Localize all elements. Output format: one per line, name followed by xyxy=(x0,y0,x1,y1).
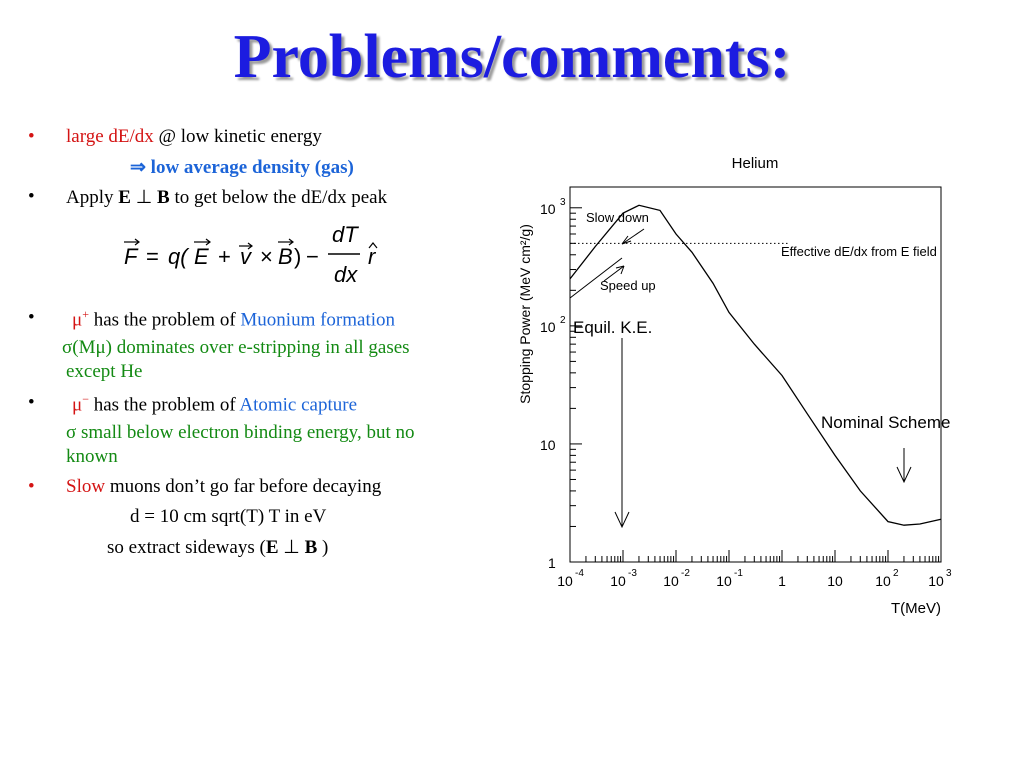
low-density-text: low average density (gas) xyxy=(145,157,354,178)
bullet-marker: • xyxy=(28,476,35,497)
y-tick-exponent: 3 xyxy=(560,196,566,208)
dont-go-far-text: muons don’t go far before decaying xyxy=(105,476,382,497)
nominal-scheme-label: Nominal Scheme xyxy=(821,413,951,432)
x-tick-exponent: -4 xyxy=(575,568,584,579)
speed-up-label: Speed up xyxy=(600,278,656,293)
b-bold: B xyxy=(304,537,318,558)
mu-plus-sup: + xyxy=(82,307,89,321)
x-tick-label: 10 xyxy=(663,573,679,589)
x-tick-label: 1 xyxy=(778,573,786,589)
x-tick-exponent: -3 xyxy=(628,568,637,579)
eq-equals: = xyxy=(146,244,159,269)
mu-minus-text: has the problem of xyxy=(88,394,240,416)
bullet-marker: • xyxy=(28,186,35,207)
eq-dx: dx xyxy=(334,262,358,287)
sigma-small-line: σ small below electron binding energy, but no xyxy=(66,422,415,443)
perp-symbol: ⊥ xyxy=(278,537,305,558)
y-tick-label: 1 xyxy=(548,555,556,571)
e-bold: E xyxy=(265,537,279,558)
slow-down-arrow xyxy=(622,229,644,244)
eq-dT: dT xyxy=(332,222,358,247)
mu-plus-text: has the problem of xyxy=(88,309,241,331)
implies-arrow: ⇒ xyxy=(130,157,146,178)
y-axis-label: Stopping Power (MeV cm²/g) xyxy=(517,224,533,404)
x-tick-exponent: -2 xyxy=(681,568,690,579)
eq-F: F xyxy=(124,244,138,269)
x-axis-label: T(MeV) xyxy=(891,600,941,617)
eq-close: ) xyxy=(294,244,302,269)
close-paren: ) xyxy=(317,537,329,558)
eq-q: q( xyxy=(168,244,188,269)
slow-down-arrowhead xyxy=(622,236,631,244)
bullet-marker: • xyxy=(28,126,35,147)
slide-title: Problems/comments: xyxy=(233,23,791,91)
below-peak-text: to get below the dE/dx peak xyxy=(169,187,388,208)
mu-minus-sup: − xyxy=(82,392,89,406)
apply-text: Apply xyxy=(66,187,119,208)
except-he-line: except He xyxy=(66,361,143,382)
bullet-marker: • xyxy=(28,392,35,413)
eq-B: B xyxy=(278,244,293,269)
eq-E: E xyxy=(194,244,209,269)
low-ke-text: @ low kinetic energy xyxy=(153,126,322,147)
eq-v: v xyxy=(240,244,251,269)
equil-ke-label: Equil. K.E. xyxy=(573,318,653,337)
mu-symbol: μ xyxy=(72,309,83,331)
perp-symbol: ⊥ xyxy=(130,187,157,208)
slow-text: Slow xyxy=(66,476,106,497)
plot-title: Helium xyxy=(731,155,779,172)
eq-minus: − xyxy=(306,244,319,269)
mu-symbol: μ xyxy=(72,394,83,416)
x-tick-label: 10 xyxy=(875,573,891,589)
extract-text: so extract sideways ( xyxy=(107,537,266,558)
x-tick-label: 10 xyxy=(557,573,573,589)
bullet-marker: • xyxy=(28,307,35,328)
y-tick-exponent: 2 xyxy=(560,314,566,326)
known-line: known xyxy=(66,446,118,467)
muonium-text: Muonium formation xyxy=(240,309,396,331)
eq-times: × xyxy=(260,244,273,269)
eq-r: r xyxy=(368,244,376,269)
y-tick-label: 10 xyxy=(540,318,556,335)
x-tick-label: 10 xyxy=(610,573,626,589)
x-tick-label: 10 xyxy=(827,573,843,589)
x-tick-exponent: 2 xyxy=(893,568,899,579)
x-tick-label: 10 xyxy=(716,573,732,589)
e-bold: E xyxy=(118,187,131,208)
effective-dedx-label: Effective dE/dx from E field xyxy=(781,244,937,259)
large-dedx-text: large dE/dx xyxy=(66,126,154,147)
y-tick-label: 10 xyxy=(540,436,556,453)
sigma-mmu-line: σ(Mμ) dominates over e-stripping in all gases xyxy=(62,337,410,358)
x-tick-exponent: 3 xyxy=(946,568,952,579)
x-tick-label: 10 xyxy=(928,573,944,589)
atomic-capture-text: Atomic capture xyxy=(239,394,358,416)
b-bold: B xyxy=(157,187,170,208)
y-tick-label: 10 xyxy=(540,200,556,217)
distance-formula-line: d = 10 cm sqrt(T) T in eV xyxy=(130,506,327,527)
eq-plus: + xyxy=(218,244,231,269)
slow-down-label: Slow down xyxy=(586,210,649,225)
x-tick-exponent: -1 xyxy=(734,568,743,579)
